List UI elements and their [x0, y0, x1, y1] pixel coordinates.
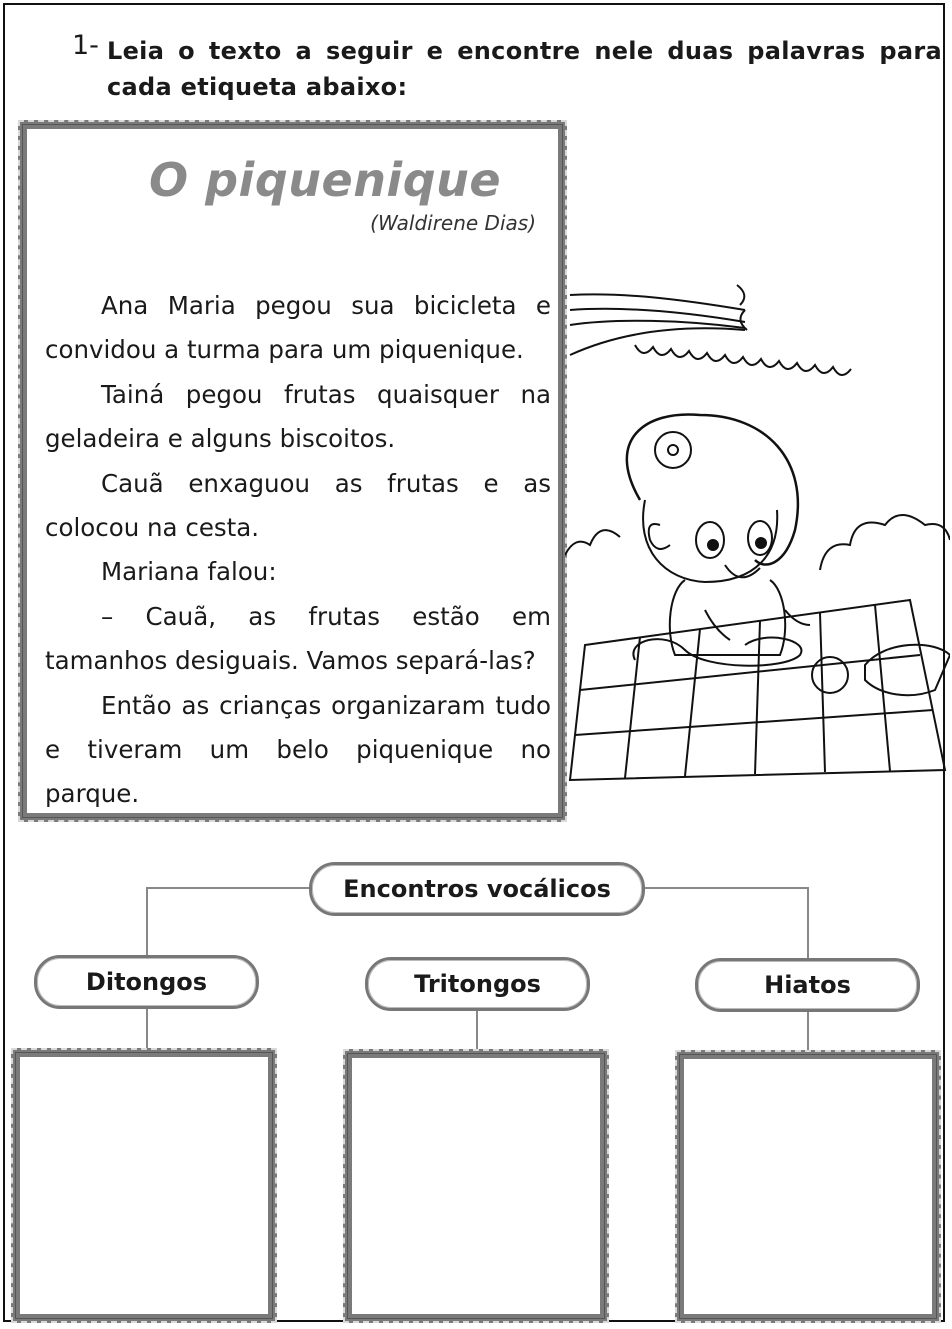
question-number: 1-	[72, 30, 99, 61]
ditongos-answer-input[interactable]	[20, 1057, 272, 1318]
kite-tail-drawing	[570, 285, 747, 355]
girl-drawing	[627, 414, 810, 665]
cloud-drawing	[635, 345, 851, 375]
story-paragraph: Mariana falou:	[101, 557, 277, 587]
story-paragraph: – Cauã, as frutas estão em tamanhos desiguais. Vamos separá-las?	[45, 601, 551, 676]
story-paragraph: Cauã enxaguou as frutas e as colocou na cesta.	[45, 468, 551, 543]
story-paragraph: Então as crianças organizaram tudo e tiveram um belo piquenique no parque.	[45, 690, 551, 809]
story-box	[18, 120, 567, 822]
hiatos-answer-input[interactable]	[684, 1059, 936, 1318]
story-body	[45, 284, 551, 817]
question-instruction: Leia o texto a seguir e encontre nele duas palavras para cada etiqueta abaixo:	[107, 37, 942, 101]
ditongos-answer-box[interactable]	[11, 1048, 277, 1323]
encontros-vocalicos-label: Encontros vocálicos	[309, 862, 645, 916]
ditongos-label: Ditongos	[34, 955, 259, 1009]
tritongos-answer-input[interactable]	[352, 1058, 604, 1318]
picnic-blanket-drawing	[570, 600, 945, 780]
story-paragraph: Tainá pegou frutas quaisquer na geladeira e alguns biscoitos.	[45, 379, 551, 454]
tritongos-label: Tritongos	[365, 957, 590, 1011]
tritongos-answer-box[interactable]	[343, 1049, 609, 1323]
orange-drawing	[812, 657, 848, 693]
girl-picnic-illustration	[565, 270, 950, 810]
hiatos-answer-box[interactable]	[675, 1050, 941, 1323]
story-author: (Waldirene Dias)	[370, 211, 536, 235]
story-title: O piquenique	[149, 153, 502, 207]
hiatos-label: Hiatos	[695, 958, 920, 1012]
story-paragraph: Ana Maria pegou sua bicicleta e convidou a turma para um piquenique.	[45, 291, 551, 365]
basket-drawing	[865, 645, 950, 695]
